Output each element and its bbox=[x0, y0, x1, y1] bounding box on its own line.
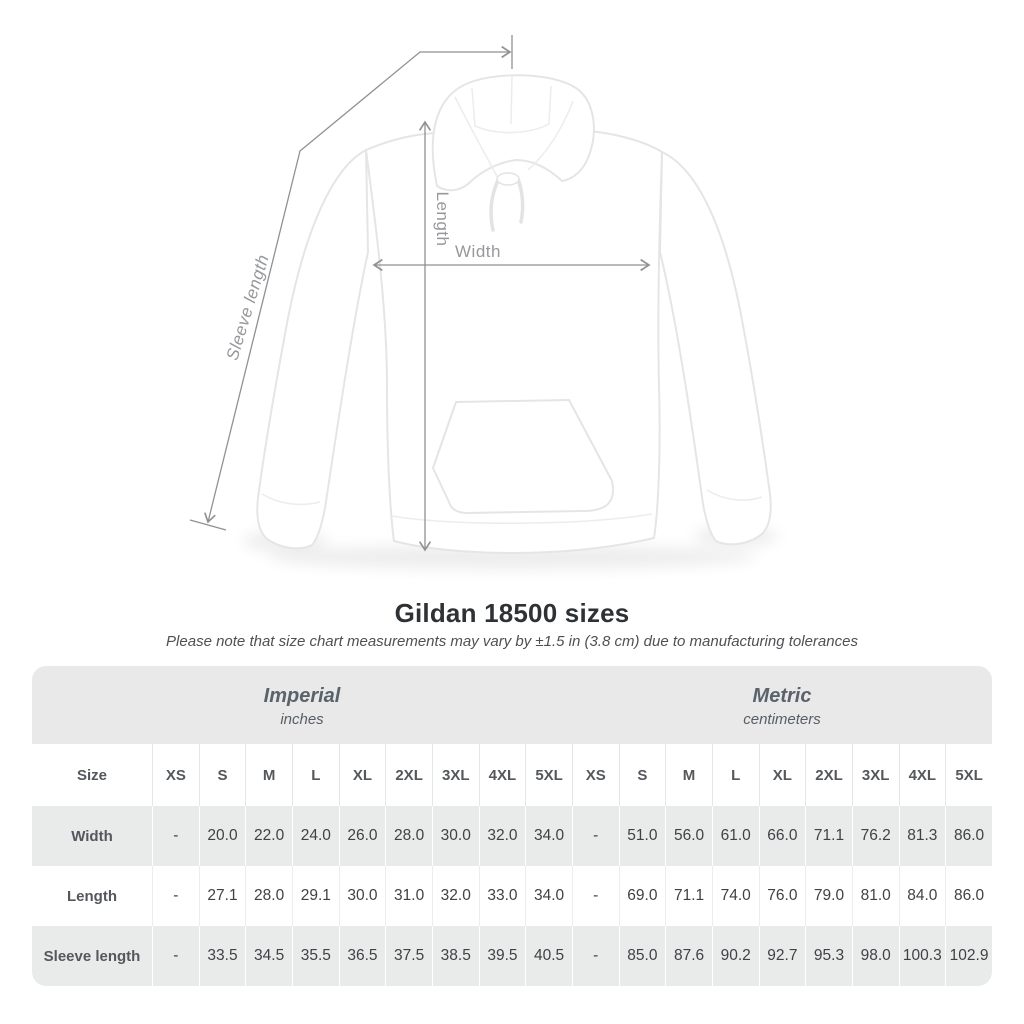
imperial-label: Imperial bbox=[263, 684, 341, 707]
sleeve-metric-value: 92.7 bbox=[759, 926, 806, 986]
length-metric-value: 79.0 bbox=[805, 866, 852, 926]
size-corner-label: Size bbox=[32, 744, 152, 806]
sleeve-imperial-value: 38.5 bbox=[432, 926, 479, 986]
width-imperial-value: 30.0 bbox=[432, 806, 479, 866]
sleeve-imperial-value: - bbox=[152, 926, 199, 986]
width-metric-value: 66.0 bbox=[759, 806, 806, 866]
width-row bbox=[32, 806, 992, 866]
length-imperial-value: 30.0 bbox=[339, 866, 386, 926]
sleeve-imperial-value: 35.5 bbox=[292, 926, 339, 986]
right-sleeve bbox=[660, 152, 771, 544]
size-col-header: 3XL bbox=[852, 744, 899, 806]
width-label: Width bbox=[455, 242, 501, 261]
width-metric-value: 61.0 bbox=[712, 806, 759, 866]
left-sleeve bbox=[257, 150, 368, 548]
width-metric-value: 71.1 bbox=[805, 806, 852, 866]
size-col-header: XL bbox=[759, 744, 806, 806]
metric-group bbox=[572, 666, 992, 744]
length-row bbox=[32, 866, 992, 926]
size-chart bbox=[32, 666, 992, 986]
width-metric-value: 76.2 bbox=[852, 806, 899, 866]
width-imperial-value: 20.0 bbox=[199, 806, 246, 866]
width-imperial-value: 22.0 bbox=[245, 806, 292, 866]
length-metric-value: 81.0 bbox=[852, 866, 899, 926]
sleeve-imperial-value: 34.5 bbox=[245, 926, 292, 986]
size-col-header: 5XL bbox=[945, 744, 992, 806]
size-col-header: XS bbox=[572, 744, 619, 806]
width-imperial-value: 32.0 bbox=[479, 806, 526, 866]
size-col-header: M bbox=[665, 744, 712, 806]
size-col-header: 5XL bbox=[525, 744, 572, 806]
row-label-width: Width bbox=[32, 806, 152, 866]
metric-unit: centimeters bbox=[743, 710, 821, 728]
length-imperial-value: 33.0 bbox=[479, 866, 526, 926]
row-label-sleeve-length: Sleeve length bbox=[32, 926, 152, 986]
length-imperial-value: 28.0 bbox=[245, 866, 292, 926]
size-col-header: XS bbox=[152, 744, 199, 806]
length-metric-value: 76.0 bbox=[759, 866, 806, 926]
size-col-header: S bbox=[199, 744, 246, 806]
tolerance-note: Please note that size chart measurements may vary by ±1.5 in (3.8 cm) due to manufacturing tolerances bbox=[166, 633, 858, 650]
length-metric-value: 84.0 bbox=[899, 866, 946, 926]
width-metric-value: - bbox=[572, 806, 619, 866]
sleeve-imperial-value: 39.5 bbox=[479, 926, 526, 986]
sleeve-length-row bbox=[32, 926, 992, 986]
hoodie-shape bbox=[257, 75, 770, 553]
width-metric-value: 56.0 bbox=[665, 806, 712, 866]
width-imperial-value: - bbox=[152, 806, 199, 866]
size-col-header: S bbox=[619, 744, 666, 806]
metric-label: Metric bbox=[752, 684, 812, 707]
size-table bbox=[32, 744, 992, 986]
page-title: Gildan 18500 sizes bbox=[394, 598, 630, 628]
imperial-group bbox=[32, 666, 572, 744]
size-header-row bbox=[32, 744, 992, 806]
width-metric-value: 81.3 bbox=[899, 806, 946, 866]
length-imperial-value: 27.1 bbox=[199, 866, 246, 926]
sleeve-length-label: Sleeve length bbox=[222, 252, 273, 363]
sleeve-metric-value: 87.6 bbox=[665, 926, 712, 986]
length-label: Length bbox=[433, 191, 452, 247]
size-col-header: 4XL bbox=[479, 744, 526, 806]
size-col-header: M bbox=[245, 744, 292, 806]
length-metric-value: 71.1 bbox=[665, 866, 712, 926]
length-imperial-value: 29.1 bbox=[292, 866, 339, 926]
sleeve-metric-value: 95.3 bbox=[805, 926, 852, 986]
size-col-header: 3XL bbox=[432, 744, 479, 806]
sleeve-metric-value: 90.2 bbox=[712, 926, 759, 986]
size-col-header: L bbox=[292, 744, 339, 806]
row-label-length: Length bbox=[32, 866, 152, 926]
sleeve-metric-value: 98.0 bbox=[852, 926, 899, 986]
sleeve-imperial-value: 40.5 bbox=[525, 926, 572, 986]
sleeve-imperial-value: 33.5 bbox=[199, 926, 246, 986]
drawstring-knot bbox=[497, 173, 519, 185]
size-col-header: XL bbox=[339, 744, 386, 806]
size-col-header: 2XL bbox=[385, 744, 432, 806]
length-metric-value: 69.0 bbox=[619, 866, 666, 926]
width-imperial-value: 24.0 bbox=[292, 806, 339, 866]
length-metric-value: 74.0 bbox=[712, 866, 759, 926]
length-metric-value: 86.0 bbox=[945, 866, 992, 926]
sleeve-imperial-value: 37.5 bbox=[385, 926, 432, 986]
width-imperial-value: 28.0 bbox=[385, 806, 432, 866]
length-imperial-value: 32.0 bbox=[432, 866, 479, 926]
sleeve-imperial-value: 36.5 bbox=[339, 926, 386, 986]
sleeve-metric-value: 102.9 bbox=[945, 926, 992, 986]
length-imperial-value: - bbox=[152, 866, 199, 926]
length-imperial-value: 31.0 bbox=[385, 866, 432, 926]
size-col-header: L bbox=[712, 744, 759, 806]
sleeve-metric-value: 85.0 bbox=[619, 926, 666, 986]
size-col-header: 4XL bbox=[899, 744, 946, 806]
length-metric-value: - bbox=[572, 866, 619, 926]
width-imperial-value: 26.0 bbox=[339, 806, 386, 866]
unit-group-header bbox=[32, 666, 992, 744]
size-col-header: 2XL bbox=[805, 744, 852, 806]
sleeve-metric-value: - bbox=[572, 926, 619, 986]
length-imperial-value: 34.0 bbox=[525, 866, 572, 926]
width-metric-value: 86.0 bbox=[945, 806, 992, 866]
width-imperial-value: 34.0 bbox=[525, 806, 572, 866]
sleeve-metric-value: 100.3 bbox=[899, 926, 946, 986]
imperial-unit: inches bbox=[280, 710, 324, 728]
width-metric-value: 51.0 bbox=[619, 806, 666, 866]
